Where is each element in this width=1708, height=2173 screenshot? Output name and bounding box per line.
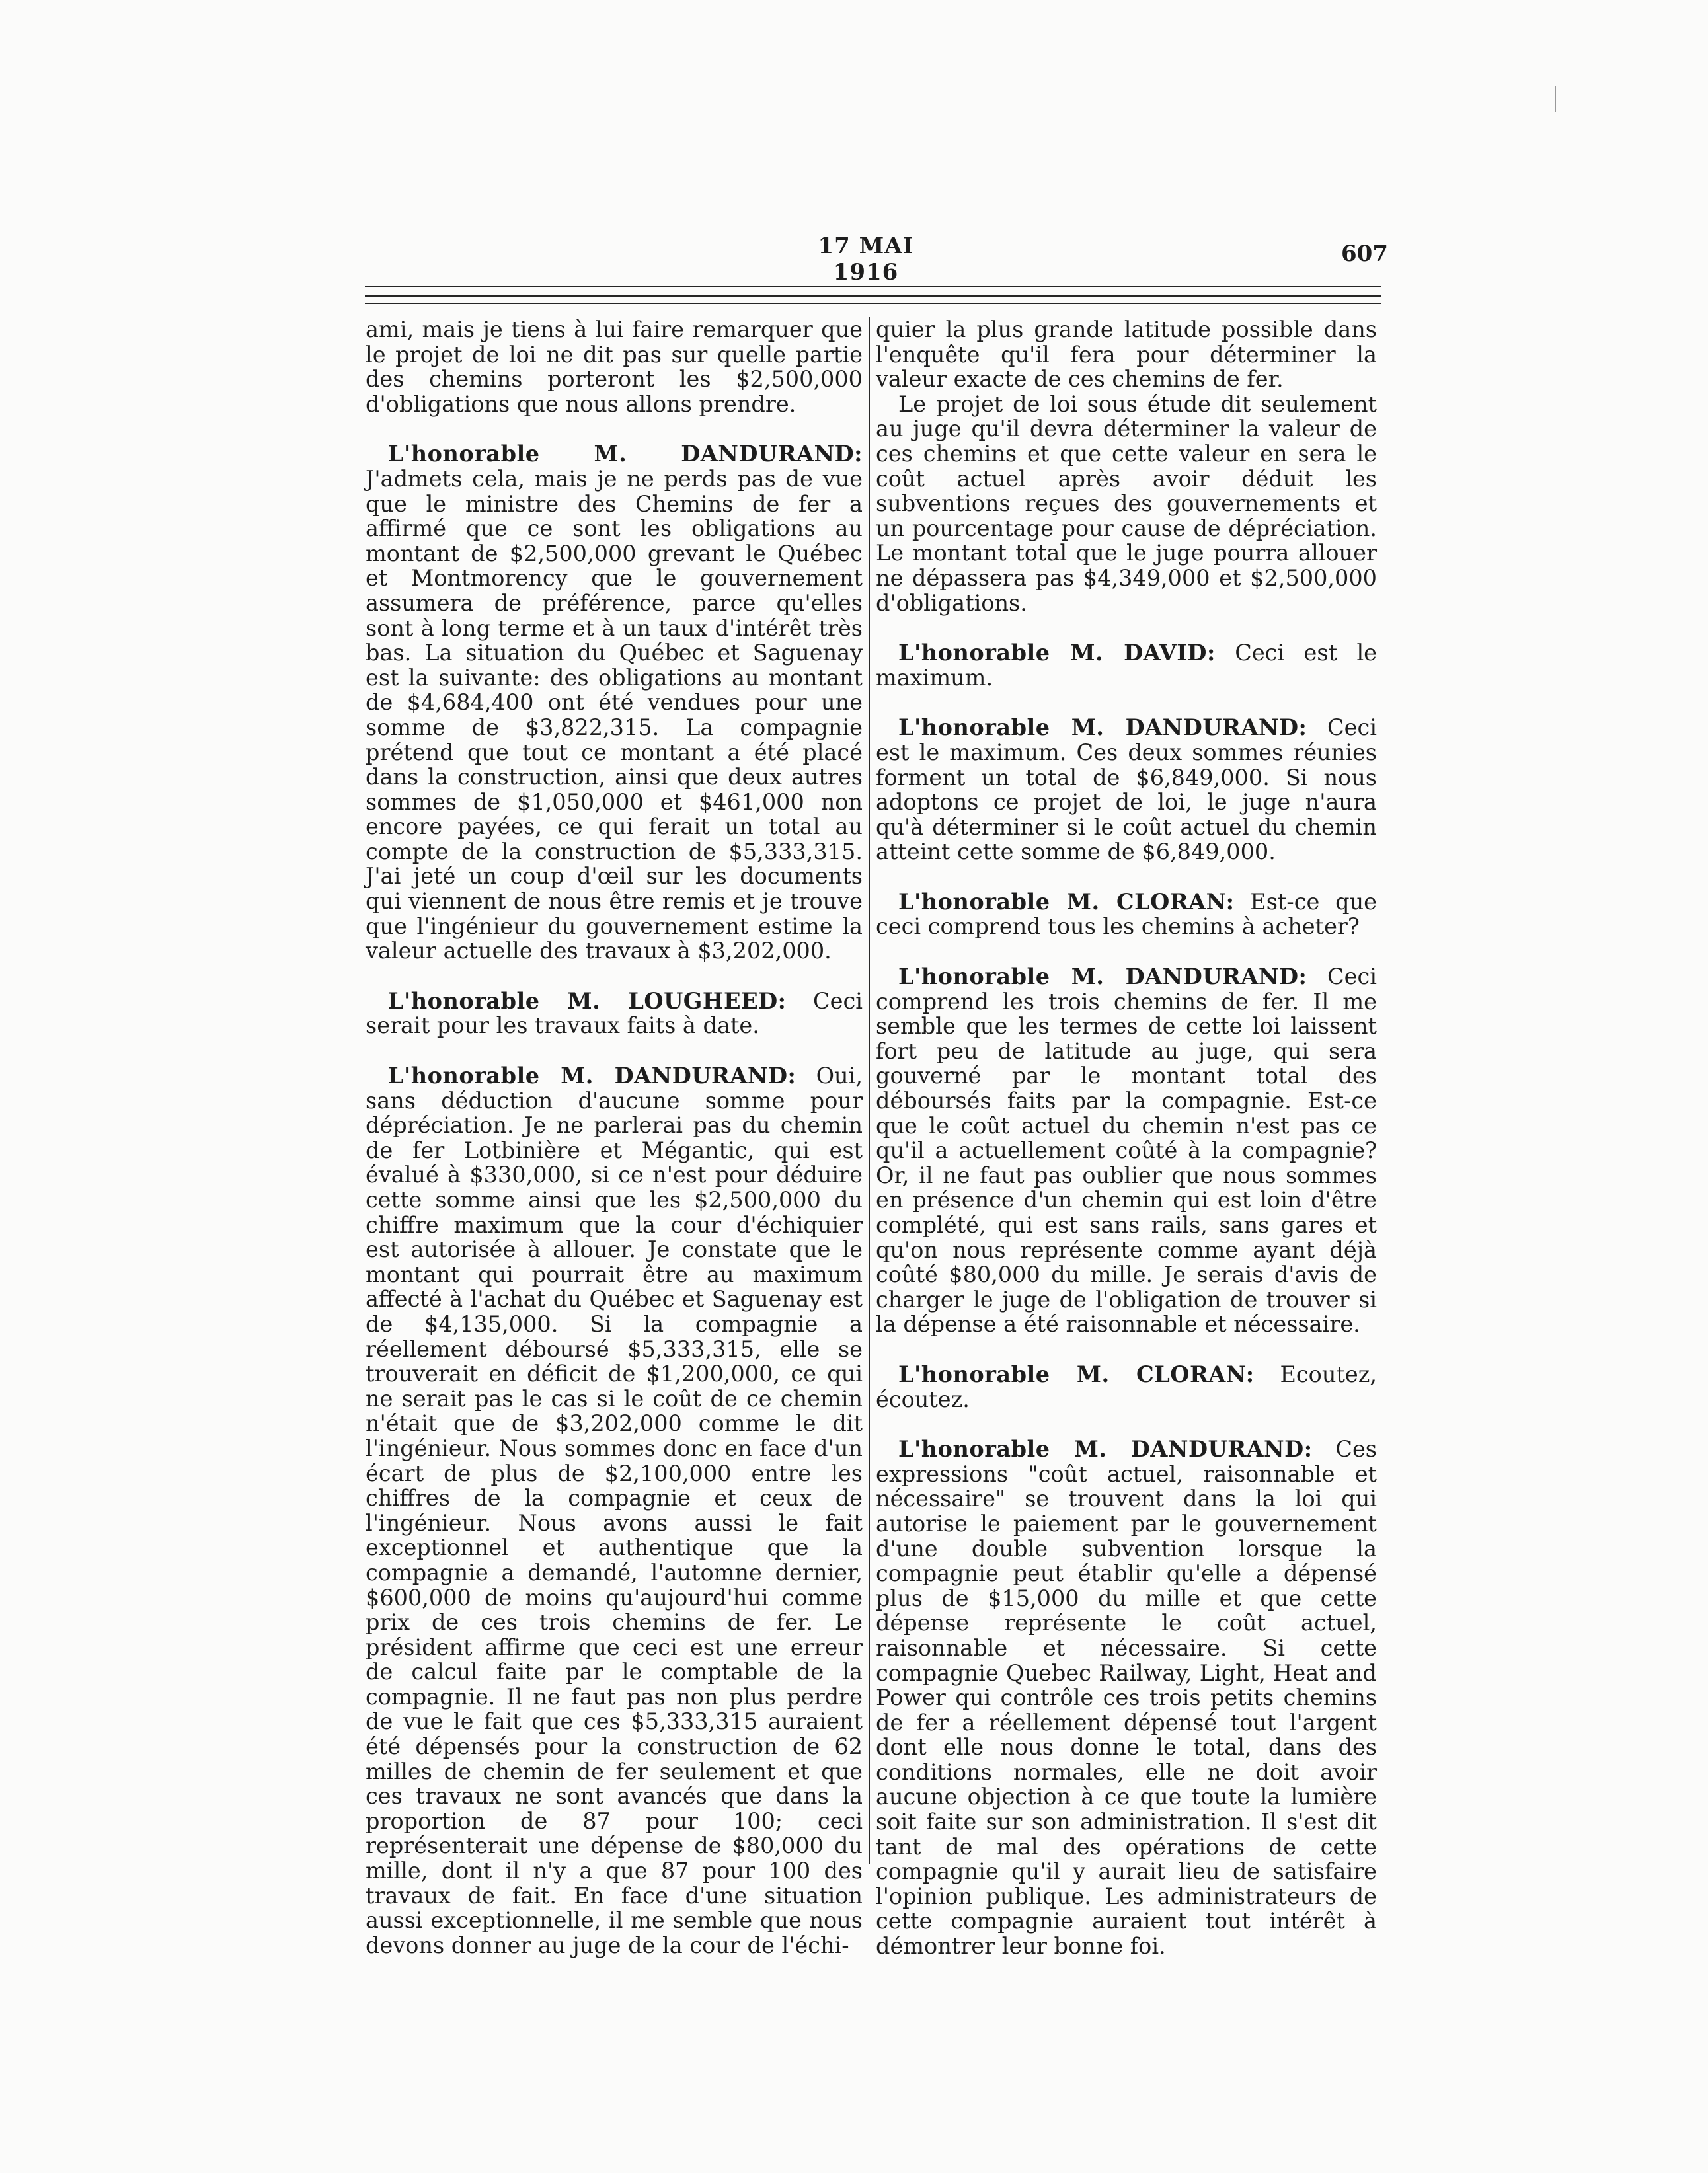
speech-paragraph bbox=[876, 640, 1377, 690]
speaker-name: L'honorable M. DANDURAND: bbox=[388, 441, 863, 467]
speech-text: J'admets cela, mais je ne perds pas de vue que le ministre des Chemins de fer a affirmé que ce sont les obligations au montant de $2,500,000 grevant le Québec et Montmorency que le gouvernement assumera de préférence, parce qu'elles sont à long terme et à un taux d'intérêt très bas. La situation du Québec et Saguenay est la suivante: des obligations au montant de $4,684,400 ont été vendues pour une somme de $3,822,315. La compagnie prétend que tout ce montant a été placé dans la construction, ainsi que deux autres sommes de $1,050,000 et $461,000 non encore payées, ce qui ferait un total au compte de la construction de $5,333,315. J'ai jeté un coup d'œil sur les documents qui viennent de nous être remis et je trouve que l'ingénieur du gouvernement estime la valeur actuelle des travaux à $3,202,000. bbox=[366, 465, 863, 964]
speech-text: Oui, sans déduction d'aucune somme pour dépréciation. Je ne parlerai pas du chemin de fer Lotbinière et Mégantic, qui est évalué à $330,000, si ce n'est pour déduire cette somme ainsi que les $2,500,000 du chiffre maximum que la cour d'échiquier est autorisée à allouer. Je constate que le montant qui pourrait être au maximum affecté à l'achat du Québec et Saguenay est de $4,135,000. Si la compagnie a réellement déboursé $5,333,315, elle se trouverait en déficit de $1,200,000, ce qui ne serait pas le cas si le coût de ce chemin n'était que de $3,202,000 comme le dit l'ingénieur. Nous sommes donc en face d'un écart de plus de $2,100,000 entre les chiffres de la compagnie et ceux de l'ingénieur. Nous avons aussi le fait exceptionnel et authentique que la compagnie a demandé, l'automne dernier, $600,000 de moins qu'aujourd'hui comme prix de ces trois chemins de fer. Le président affirme que ceci est une erreur de calcul faite par le comptable de la compagnie. Il ne faut pas non plus perdre de vue le fait que ces $5,333,315 auraient été dépensés pour la construction de 62 milles de chemin de fer seulement et que ces travaux ne sont avancés que dans la proportion de 87 pour 100; ceci représenterait une dépense de $80,000 du mille, dont il n'y a que 87 pour 100 des travaux de fait. En face d'une situation aussi exceptionnelle, il me semble que nous devons donner au juge de la cour de l'échi- bbox=[366, 1063, 863, 1958]
page-date: 17 MAI 1916 bbox=[818, 233, 914, 286]
speaker-name: L'honorable M. CLORAN: bbox=[898, 1361, 1255, 1387]
speaker-name: L'honorable M. DANDURAND: bbox=[898, 964, 1307, 990]
speech-paragraph bbox=[876, 715, 1377, 864]
speech-paragraph bbox=[876, 1437, 1377, 1958]
speech-text: Est-ce que ceci comprend tous les chemins à acheter? bbox=[876, 888, 1377, 940]
scan-edge-mark bbox=[1555, 86, 1556, 112]
right-column bbox=[876, 317, 1377, 1959]
paragraph-text: ami, mais je tiens à lui faire remarquer que le projet de loi ne dit pas sur quelle partie des chemins porteront les $2,500,000 d'obligations que nous allons prendre. bbox=[366, 317, 863, 417]
column-divider bbox=[869, 317, 870, 1864]
speech-paragraph bbox=[876, 890, 1377, 939]
paragraph bbox=[876, 392, 1377, 615]
left-column bbox=[366, 317, 863, 1958]
speech-paragraph bbox=[366, 1063, 863, 1958]
speech-text: Ces expressions "coût actuel, raisonnable et nécessaire" se trouvent dans la loi qui autorise le paiement par le gouvernement d'une double subvention lorsque la compagnie peut établir qu'elle a dépensé plus de $15,000 du mille et que cette dépense représente le coût actuel, raisonnable et nécessaire. Si cette compagnie Quebec Railway, Light, Heat and Power qui contrôle ces trois petits chemins de fer a réellement dépensé tout l'argent dont elle nous donne le total, dans des conditions normales, elle ne doit avoir aucune objection à ce que toute la lumière soit faite sur son administration. Il s'est dit tant de mal des opérations de cette compagnie qu'il y aurait lieu de satisfaire l'opinion publique. Les administrateurs de cette compagnie auraient tout intérêt à démontrer leur bonne foi. bbox=[876, 1436, 1377, 1960]
speech-text: Ecoutez, écoutez. bbox=[876, 1361, 1377, 1412]
header-rule-top bbox=[365, 286, 1381, 287]
speech-paragraph bbox=[366, 441, 863, 963]
speech-paragraph bbox=[876, 1362, 1377, 1412]
paragraph-text: quier la plus grande latitude possible dans l'enquête qu'il fera pour déterminer la valeur exacte de ces chemins de fer. bbox=[876, 317, 1377, 393]
speech-paragraph bbox=[876, 964, 1377, 1337]
speaker-name: L'honorable M. CLORAN: bbox=[898, 888, 1235, 915]
speaker-name: L'honorable M. DANDURAND: bbox=[388, 1063, 796, 1089]
paragraph-text: Le projet de loi sous étude dit seulement au juge qu'il devra déterminer la valeur de ces chemins et que cette valeur en sera le coût actuel après avoir déduit les subventions reçues des gouvernements et un pourcentage pour cause de dépréciation. Le montant total que le juge pourra allouer ne dépassera pas $4,349,000 et $2,500,000 d'obligations. bbox=[876, 391, 1377, 616]
speaker-name: L'honorable M. DANDURAND: bbox=[898, 1436, 1313, 1463]
paragraph bbox=[366, 317, 863, 416]
speech-text: Ceci est le maximum. Ces deux sommes réunies forment un total de $6,849,000. Si nous adoptons ce projet de loi, le juge n'aura qu'à déterminer si le coût actuel du chemin atteint cette somme de $6,849,000. bbox=[876, 714, 1377, 865]
speaker-name: L'honorable M. DANDURAND: bbox=[898, 714, 1307, 741]
speaker-name: L'honorable M. LOUGHEED: bbox=[388, 987, 787, 1014]
header-rule-middle bbox=[365, 295, 1381, 297]
speaker-name: L'honorable M. DAVID: bbox=[898, 640, 1216, 666]
speech-text: Ceci serait pour les travaux faits à date. bbox=[366, 987, 863, 1039]
speech-paragraph bbox=[366, 989, 863, 1038]
paragraph bbox=[876, 317, 1377, 392]
page-number: 607 bbox=[1341, 241, 1388, 267]
speech-text: Ceci est le maximum. bbox=[876, 640, 1377, 691]
speech-text: Ceci comprend les trois chemins de fer. Il me semble que les termes de cette loi laissent fort peu de latitude au juge, qui sera gouverné par le montant total des déboursés faits par la compagnie. Est-ce que le coût actuel du chemin n'est pas ce qu'il a actuellement coûté à la compagnie? Or, il ne faut pas oublier que nous sommes en présence d'un chemin qui est loin d'être complété, qui est sans rails, sans gares et qu'on nous représente comme ayant déjà coûté $80,000 du mille. Je serais d'avis de charger le juge de l'obligation de trouver si la dépense a été raisonnable et nécessaire. bbox=[876, 964, 1377, 1338]
header-rule-bottom bbox=[365, 303, 1381, 304]
